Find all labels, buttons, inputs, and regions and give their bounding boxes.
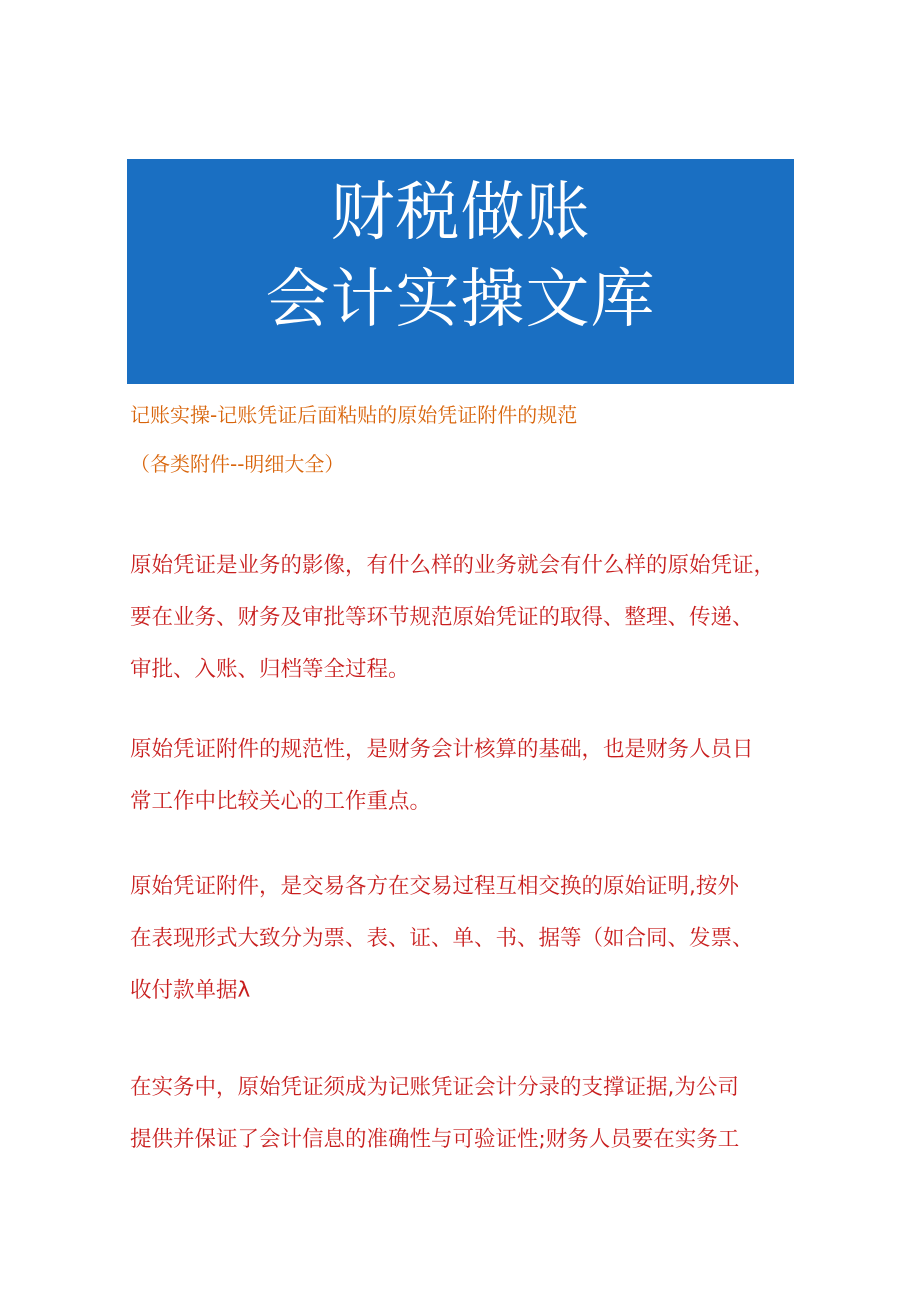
paragraph-line: 提供并保证了会计信息的准确性与可验证性;财务人员要在实务工 bbox=[130, 1127, 740, 1152]
banner-title-line-2: 会计实操文库 bbox=[265, 263, 656, 337]
paragraph-line: 原始凭证是业务的影像，有什么样的业务就会有什么样的原始凭证， bbox=[130, 553, 776, 578]
paragraph-line: 在表现形式大致分为票、表、证、单、书、据等（如合同、发票、 bbox=[130, 926, 754, 951]
paragraph-line: 要在业务、财务及审批等环节规范原始凭证的取得、整理、传递、 bbox=[130, 605, 754, 630]
paragraph-line: 在实务中，原始凭证须成为记账凭证会计分录的支撑证据,为公司 bbox=[130, 1075, 739, 1100]
document-subtitle-line-2: （各类附件--明细大全） bbox=[130, 452, 345, 476]
paragraph-line: 收付款单据λ bbox=[130, 978, 251, 1003]
paragraph-line: 原始凭证附件，是交易各方在交易过程互相交换的原始证明,按外 bbox=[130, 874, 739, 899]
paragraph-line: 原始凭证附件的规范性，是财务会计核算的基础，也是财务人员日 bbox=[130, 737, 754, 762]
banner-title-line-1: 财税做账 bbox=[330, 176, 591, 250]
paragraph-1 bbox=[130, 540, 800, 696]
paragraph-2 bbox=[130, 724, 800, 828]
paragraph-4 bbox=[130, 1062, 800, 1166]
paragraph-3 bbox=[130, 861, 800, 1017]
document-subtitle-line-1: 记账实操-记账凭证后面粘贴的原始凭证附件的规范 bbox=[130, 403, 578, 427]
paragraph-line: 常工作中比较关心的工作重点。 bbox=[130, 789, 432, 814]
paragraph-line: 审批、入账、归档等全过程。 bbox=[130, 657, 410, 682]
title-banner bbox=[127, 159, 794, 384]
